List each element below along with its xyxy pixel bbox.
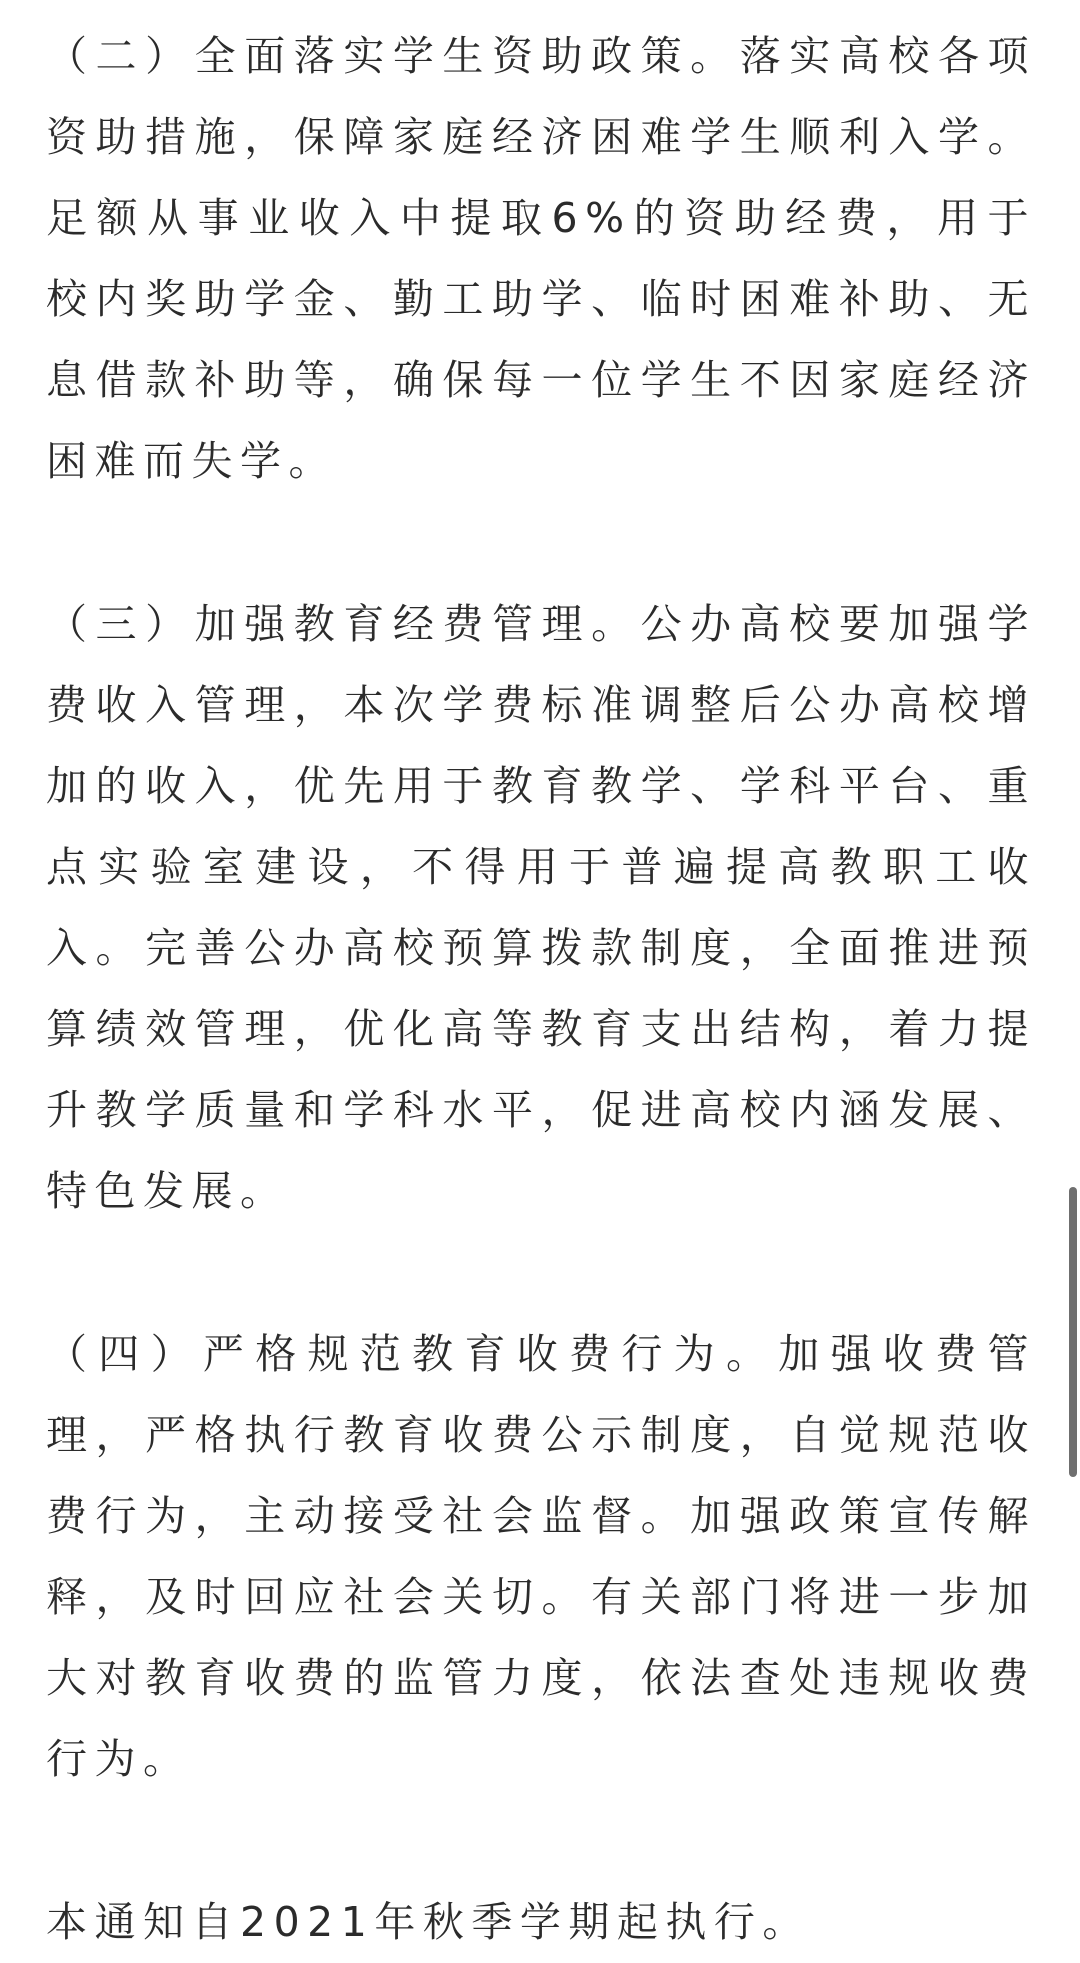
paragraph-spacer: [46, 1232, 1036, 1314]
paragraph-spacer: [46, 502, 1036, 584]
paragraph-funding-management: （三）加强教育经费管理。公办高校要加强学费收入管理，本次学费标准调整后公办高校增加的收入，优先用于教育教学、学科平台、重点实验室建设，不得用于普遍提高教职工收入。完善公办高校预算拨款制度，全面推进预算绩效管理，优化高等教育支出结构，着力提升教学质量和学科水平，促进高校内涵发展、特色发展。: [46, 600, 1036, 1215]
paragraph-student-aid: （二）全面落实学生资助政策。落实高校各项资助措施，保障家庭经济困难学生顺利入学。足额从事业收入中提取6%的资助经费，用于校内奖助学金、勤工助学、临时困难补助、无息借款补助等，确保每一位学生不因家庭经济困难而失学。: [46, 32, 1036, 485]
paragraph-spacer: [46, 1800, 1036, 1882]
article-body: [46, 16, 1036, 1963]
paragraph-effective-date: 本通知自2021年秋季学期起执行。: [46, 1898, 811, 1946]
scrollbar-thumb[interactable]: [1069, 1187, 1077, 1477]
paragraph-fee-regulation: （四）严格规范教育收费行为。加强收费管理，严格执行教育收费公示制度，自觉规范收费行为，主动接受社会监督。加强政策宣传解释，及时回应社会关切。有关部门将进一步加大对教育收费的监管力度，依法查处违规收费行为。: [46, 1330, 1036, 1783]
